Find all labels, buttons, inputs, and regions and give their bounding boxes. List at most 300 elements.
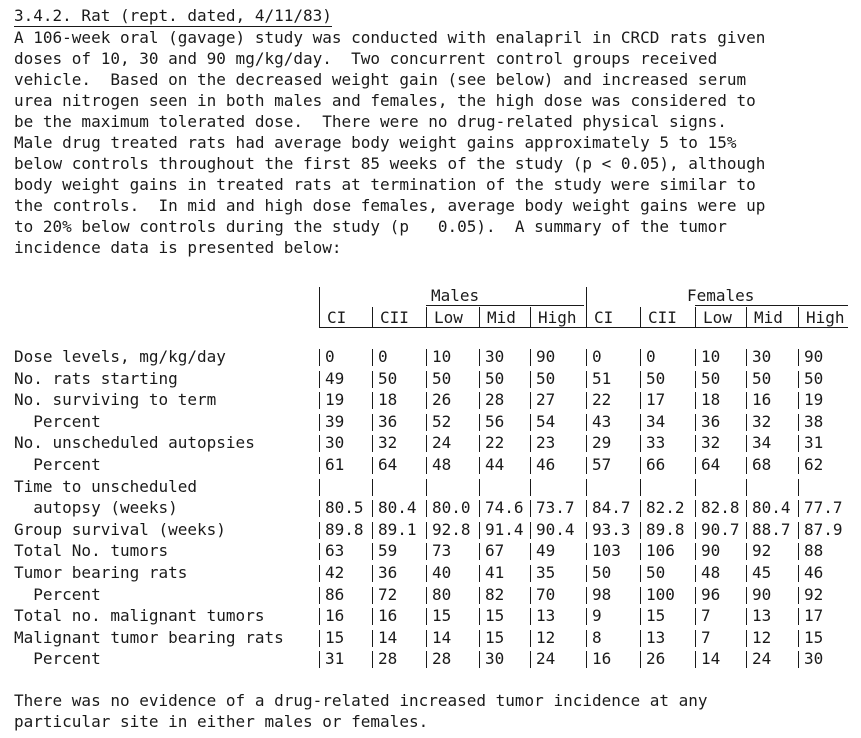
row-label: No. rats starting	[14, 368, 178, 388]
paragraph-line: be the maximum tolerated dose. There were no drug-related physical signs.	[14, 112, 727, 131]
cell-separator	[319, 651, 320, 668]
group-header-females: Females	[687, 286, 755, 305]
cell-separator	[426, 371, 427, 388]
cell-separator	[695, 565, 696, 582]
table-cell: 22	[592, 390, 612, 410]
table-cell: 34	[752, 433, 772, 453]
cell-separator	[372, 457, 373, 474]
table-cell: 10	[701, 347, 721, 366]
study-paragraph	[14, 27, 765, 258]
cell-separator	[426, 587, 427, 604]
cell-separator	[640, 349, 641, 366]
table-cell: 13	[752, 606, 772, 626]
table-cell: 54	[536, 411, 556, 431]
cell-separator	[586, 587, 587, 604]
column-header: CII	[380, 308, 409, 327]
cell-separator	[530, 651, 531, 668]
table-cell: 34	[646, 411, 666, 431]
table-cell: 15	[325, 627, 345, 647]
paragraph-line: Male drug treated rats had average body weight gains approximately 5 to 15%	[14, 133, 737, 152]
table-cell: 92	[804, 584, 824, 604]
table-cell: 88.7	[752, 519, 791, 539]
column-separator	[479, 307, 480, 327]
footer-line: particular site in either males or females.	[14, 712, 429, 731]
cell-separator	[586, 651, 587, 668]
table-cell: 29	[592, 433, 612, 453]
table-cell: 59	[378, 541, 398, 561]
table-cell: 14	[378, 627, 398, 647]
cell-separator	[319, 500, 320, 517]
table-cell: 63	[325, 541, 345, 561]
table-cell: 40	[432, 563, 452, 582]
cell-separator	[798, 565, 799, 582]
cell-separator	[640, 392, 641, 409]
table-cell: 45	[752, 563, 772, 582]
cell-separator	[319, 565, 320, 582]
cell-separator	[530, 479, 531, 496]
table-cell: 31	[325, 649, 345, 669]
table-cell: 91.4	[485, 519, 524, 539]
cell-separator	[530, 392, 531, 409]
cell-separator	[372, 565, 373, 582]
table-cell: 49	[325, 368, 345, 388]
table-cell: 84.7	[592, 498, 631, 518]
cell-separator	[479, 500, 480, 517]
row-label: Percent	[14, 455, 101, 474]
table-cell: 26	[432, 390, 452, 410]
cell-separator	[695, 651, 696, 668]
cell-separator	[479, 457, 480, 474]
table-cell: 93.3	[592, 519, 631, 539]
table-cell: 49	[536, 541, 556, 561]
table-cell: 106	[646, 541, 675, 561]
cell-separator	[372, 392, 373, 409]
cell-separator	[640, 630, 641, 647]
cell-separator	[746, 543, 747, 560]
row-label: Percent	[14, 649, 101, 669]
cell-separator	[798, 371, 799, 388]
cell-separator	[479, 543, 480, 560]
cell-separator	[426, 522, 427, 539]
table-cell: 56	[485, 411, 505, 431]
cell-separator	[372, 587, 373, 604]
table-cell: 0	[325, 347, 335, 366]
row-label: Percent	[14, 584, 101, 604]
cell-separator	[586, 522, 587, 539]
cell-separator	[746, 414, 747, 431]
table-cell: 80.5	[325, 498, 364, 518]
table-cell: 62	[804, 455, 824, 474]
cell-separator	[426, 500, 427, 517]
cell-separator	[695, 500, 696, 517]
cell-separator	[640, 565, 641, 582]
table-cell: 90	[752, 584, 772, 604]
table-cell: 28	[432, 649, 452, 669]
cell-separator	[695, 630, 696, 647]
cell-separator	[586, 435, 587, 452]
conclusion-paragraph	[14, 690, 708, 732]
table-cell: 96	[701, 584, 721, 604]
group-header-males: Males	[431, 286, 480, 305]
table-cell: 18	[378, 390, 398, 410]
cell-separator	[530, 435, 531, 452]
table-cell: 30	[485, 649, 505, 669]
table-cell: 12	[752, 627, 772, 647]
cell-separator	[426, 608, 427, 625]
cell-separator	[319, 587, 320, 604]
cell-separator	[746, 630, 747, 647]
row-label: Malignant tumor bearing rats	[14, 627, 284, 647]
column-header: Mid	[754, 308, 783, 327]
table-cell: 90	[701, 541, 721, 561]
table-cell: 10	[432, 347, 452, 366]
table-cell: 13	[646, 627, 666, 647]
table-cell: 36	[378, 563, 398, 582]
cell-separator	[746, 457, 747, 474]
table-cell: 9	[592, 606, 602, 626]
cell-separator	[530, 500, 531, 517]
cell-separator	[798, 522, 799, 539]
cell-separator	[798, 435, 799, 452]
table-cell: 92	[752, 541, 772, 561]
cell-separator	[426, 479, 427, 496]
table-cell: 87.9	[804, 519, 843, 539]
table-cell: 17	[646, 390, 666, 410]
table-cell: 35	[536, 563, 556, 582]
table-cell: 24	[432, 433, 452, 453]
males-group-line	[426, 305, 584, 306]
paragraph-line: doses of 10, 30 and 90 mg/kg/day. Two concurrent control groups received	[14, 49, 718, 68]
paragraph-line: A 106-week oral (gavage) study was conducted with enalapril in CRCD rats given	[14, 28, 766, 47]
column-header: Low	[703, 308, 732, 327]
column-header: High	[538, 308, 577, 327]
cell-separator	[746, 587, 747, 604]
cell-separator	[586, 630, 587, 647]
column-header: CI	[594, 308, 614, 327]
cell-separator	[319, 522, 320, 539]
cell-separator	[798, 608, 799, 625]
cell-separator	[479, 371, 480, 388]
table-cell: 15	[485, 606, 505, 626]
row-label: Dose levels, mg/kg/day	[14, 347, 226, 366]
cell-separator	[640, 500, 641, 517]
cell-separator	[479, 435, 480, 452]
table-cell: 23	[536, 433, 556, 453]
table-cell: 27	[536, 390, 556, 410]
table-cell: 89.1	[378, 519, 417, 539]
cell-separator	[798, 587, 799, 604]
table-cell: 66	[646, 455, 666, 474]
paragraph-line: vehicle. Based on the decreased weight gain (see below) and increased serum	[14, 70, 747, 89]
column-header: CI	[327, 308, 347, 327]
table-cell: 50	[536, 368, 556, 388]
cell-separator	[586, 479, 587, 496]
cell-separator	[319, 435, 320, 452]
cell-separator	[426, 543, 427, 560]
cell-separator	[798, 500, 799, 517]
cell-separator	[695, 587, 696, 604]
table-cell: 57	[592, 455, 612, 474]
table-cell: 50	[378, 368, 398, 388]
table-cell: 14	[701, 649, 721, 669]
table-cell: 33	[646, 433, 666, 453]
table-cell: 26	[646, 649, 666, 669]
row-label: Group survival (weeks)	[14, 519, 226, 539]
table-cell: 46	[536, 455, 556, 474]
table-cell: 0	[646, 347, 656, 366]
table-cell: 15	[646, 606, 666, 626]
table-cell: 41	[485, 563, 505, 582]
cell-separator	[426, 457, 427, 474]
column-header: Low	[434, 308, 463, 327]
table-cell: 18	[701, 390, 721, 410]
table-cell: 50	[646, 563, 666, 582]
table-cell: 50	[592, 563, 612, 582]
cell-separator	[530, 630, 531, 647]
table-cell: 42	[325, 563, 345, 582]
cell-separator	[695, 479, 696, 496]
table-cell: 16	[378, 606, 398, 626]
cell-separator	[586, 500, 587, 517]
cell-separator	[695, 371, 696, 388]
cell-separator	[530, 543, 531, 560]
table-cell: 90	[804, 347, 824, 366]
table-cell: 46	[804, 563, 824, 582]
table-cell: 16	[752, 390, 772, 410]
row-label: Total no. malignant tumors	[14, 606, 265, 626]
table-cell: 48	[432, 455, 452, 474]
footer-line: There was no evidence of a drug-related increased tumor incidence at any	[14, 691, 708, 710]
cell-separator	[372, 543, 373, 560]
header-underline	[319, 327, 848, 328]
table-cell: 86	[325, 584, 345, 604]
cell-separator	[640, 522, 641, 539]
row-label: Percent	[14, 411, 101, 431]
cell-separator	[695, 392, 696, 409]
cell-separator	[530, 608, 531, 625]
cell-separator	[746, 500, 747, 517]
table-cell: 64	[378, 455, 398, 474]
cell-separator	[640, 435, 641, 452]
cell-separator	[746, 392, 747, 409]
table-cell: 77.7	[804, 498, 843, 518]
cell-separator	[640, 479, 641, 496]
table-cell: 7	[701, 627, 711, 647]
table-cell: 90.4	[536, 519, 575, 539]
table-cell: 16	[325, 606, 345, 626]
cell-separator	[695, 543, 696, 560]
table-cell: 36	[378, 411, 398, 431]
cell-separator	[319, 479, 320, 496]
column-separator	[640, 307, 641, 327]
column-separator	[426, 307, 427, 327]
table-cell: 73	[432, 541, 452, 561]
cell-separator	[640, 543, 641, 560]
table-cell: 30	[752, 347, 772, 366]
cell-separator	[426, 565, 427, 582]
table-cell: 22	[485, 433, 505, 453]
paragraph-line: body weight gains in treated rats at termination of the study were similar to	[14, 175, 756, 194]
table-cell: 36	[701, 411, 721, 431]
cell-separator	[746, 608, 747, 625]
cell-separator	[426, 414, 427, 431]
section-heading: 3.4.2. Rat (rept. dated, 4/11/83)	[14, 6, 332, 25]
cell-separator	[372, 608, 373, 625]
cell-separator	[746, 479, 747, 496]
column-separator	[530, 307, 531, 327]
cell-separator	[586, 565, 587, 582]
table-cell: 30	[804, 649, 824, 669]
cell-separator	[695, 608, 696, 625]
cell-separator	[640, 414, 641, 431]
cell-separator	[426, 630, 427, 647]
table-cell: 31	[804, 433, 824, 453]
table-cell: 32	[701, 433, 721, 453]
cell-separator	[530, 414, 531, 431]
cell-separator	[530, 522, 531, 539]
table-cell: 73.7	[536, 498, 575, 518]
cell-separator	[426, 435, 427, 452]
column-separator	[695, 307, 696, 327]
table-cell: 82.2	[646, 498, 685, 518]
cell-separator	[695, 414, 696, 431]
cell-separator	[319, 349, 320, 366]
table-cell: 80.4	[752, 498, 791, 518]
table-cell: 80	[432, 584, 452, 604]
cell-separator	[798, 543, 799, 560]
column-separator	[586, 307, 587, 327]
table-cell: 61	[325, 455, 345, 474]
cell-separator	[319, 414, 320, 431]
table-cell: 30	[325, 433, 345, 453]
row-label: No. unscheduled autopsies	[14, 433, 255, 453]
row-label: autopsy (weeks)	[14, 498, 178, 518]
paragraph-line: to 20% below controls during the study (p 0.05). A summary of the tumor	[14, 217, 727, 236]
cell-separator	[586, 543, 587, 560]
cell-separator	[372, 651, 373, 668]
cell-separator	[746, 651, 747, 668]
column-separator	[372, 307, 373, 327]
table-cell: 43	[592, 411, 612, 431]
column-header: CII	[648, 308, 677, 327]
table-cell: 50	[804, 368, 824, 388]
cell-separator	[798, 630, 799, 647]
cell-separator	[319, 457, 320, 474]
table-cell: 32	[752, 411, 772, 431]
column-separator	[319, 307, 320, 327]
cell-separator	[372, 371, 373, 388]
table-cell: 14	[432, 627, 452, 647]
cell-separator	[319, 630, 320, 647]
cell-separator	[479, 414, 480, 431]
cell-separator	[586, 457, 587, 474]
column-header: High	[806, 308, 845, 327]
table-cell: 103	[592, 541, 621, 561]
cell-separator	[530, 349, 531, 366]
table-cell: 32	[378, 433, 398, 453]
table-cell: 70	[536, 584, 556, 604]
table-cell: 19	[325, 390, 345, 410]
table-cell: 16	[592, 649, 612, 669]
table-cell: 80.0	[432, 498, 471, 518]
cell-separator	[586, 414, 587, 431]
table-cell: 50	[485, 368, 505, 388]
cell-separator	[586, 608, 587, 625]
cell-separator	[586, 392, 587, 409]
cell-separator	[640, 608, 641, 625]
cell-separator	[640, 371, 641, 388]
table-cell: 0	[378, 347, 388, 366]
table-cell: 50	[432, 368, 452, 388]
cell-separator	[695, 522, 696, 539]
table-cell: 13	[536, 606, 556, 626]
table-cell: 90	[536, 347, 556, 366]
table-cell: 15	[432, 606, 452, 626]
table-cell: 82	[485, 584, 505, 604]
cell-separator	[426, 349, 427, 366]
cell-separator	[479, 630, 480, 647]
cell-separator	[640, 651, 641, 668]
table-cell: 92.8	[432, 519, 471, 539]
row-label: No. surviving to term	[14, 390, 217, 410]
cell-separator	[319, 392, 320, 409]
table-cell: 80.4	[378, 498, 417, 518]
column-header: Mid	[487, 308, 516, 327]
table-cell: 88	[804, 541, 824, 561]
table-cell: 44	[485, 455, 505, 474]
cell-separator	[372, 630, 373, 647]
cell-separator	[798, 414, 799, 431]
row-label: Tumor bearing rats	[14, 563, 188, 582]
cell-separator	[746, 435, 747, 452]
table-cell: 50	[701, 368, 721, 388]
table-cell: 0	[592, 347, 602, 366]
cell-separator	[640, 457, 641, 474]
table-cell: 50	[752, 368, 772, 388]
table-cell: 28	[485, 390, 505, 410]
table-cell: 15	[485, 627, 505, 647]
table-cell: 98	[592, 584, 612, 604]
table-cell: 64	[701, 455, 721, 474]
cell-separator	[372, 522, 373, 539]
table-cell: 28	[378, 649, 398, 669]
table-cell: 15	[804, 627, 824, 647]
cell-separator	[746, 522, 747, 539]
cell-separator	[426, 392, 427, 409]
cell-separator	[319, 371, 320, 388]
cell-separator	[746, 371, 747, 388]
cell-separator	[372, 500, 373, 517]
cell-separator	[695, 435, 696, 452]
table-cell: 82.8	[701, 498, 740, 518]
table-cell: 74.6	[485, 498, 524, 518]
row-label: Time to unscheduled	[14, 476, 198, 496]
cell-separator	[798, 479, 799, 496]
cell-separator	[530, 587, 531, 604]
table-cell: 50	[646, 368, 666, 388]
cell-separator	[586, 371, 587, 388]
cell-separator	[372, 349, 373, 366]
cell-separator	[372, 414, 373, 431]
cell-separator	[746, 349, 747, 366]
table-cell: 52	[432, 411, 452, 431]
cell-separator	[479, 587, 480, 604]
table-cell: 72	[378, 584, 398, 604]
table-cell: 12	[536, 627, 556, 647]
table-cell: 17	[804, 606, 824, 626]
tumor-incidence-table	[0, 285, 861, 675]
column-separator	[798, 307, 799, 327]
